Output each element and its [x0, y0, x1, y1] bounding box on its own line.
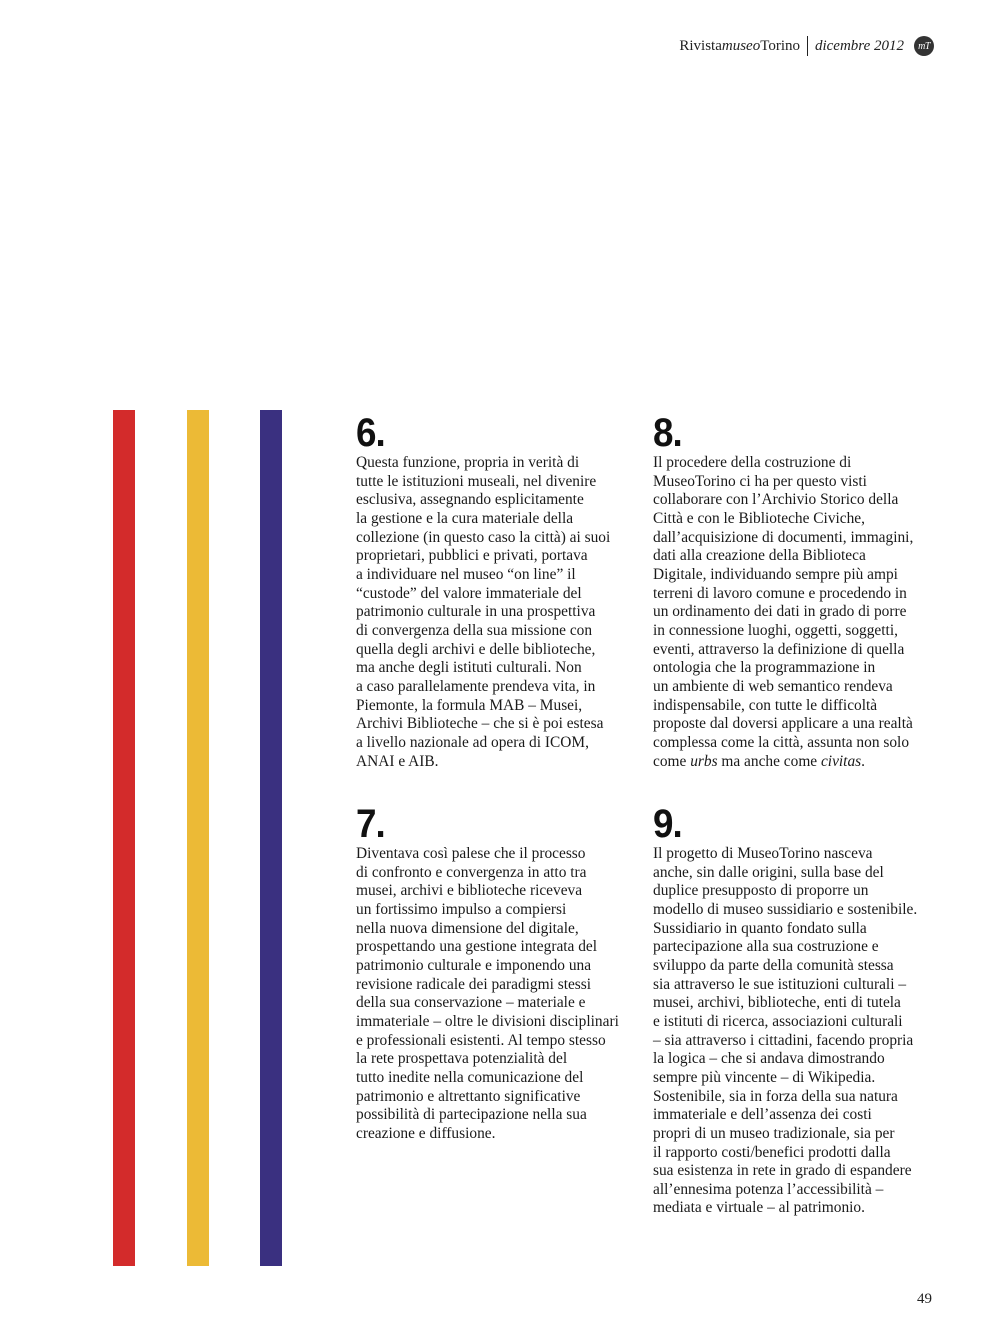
section-text: Il progetto di MuseoTorino nasceva anche, sin dalle origini, sulla base del duplice presupposto di proporre un modello di museo sussidiario e sostenibile. Sussidiario in quanto fondato sulla partecipazione alla sua costruzione e sviluppo da parte della comunità stessa sia attraverso le sue istituzioni culturali – musei, archivi, biblioteche, enti di tutela e istituti di ricerca, associazioni culturali – sia attraverso i cittadini, facendo propria la logica – che si andava dimostrando sempre più vincente – di Wikipedia. Sostenibile, sia in forza della sua natura immateriale e dell’assenza dei costi propri di un museo tradizionale, sia per il rapporto costi/benefici prodotti dalla sua esistenza in rete in grado di espandere all’ennesima potenza l’accessibilità – mediata e virtuale – al patrimonio. — [653, 845, 918, 1217]
page-number: 49 — [917, 1291, 932, 1307]
section-6 — [356, 411, 641, 771]
section-number: 6. — [356, 411, 385, 455]
running-header — [679, 36, 934, 56]
section-text — [653, 454, 938, 771]
section-text-civitas: civitas — [820, 752, 862, 770]
section-8 — [653, 411, 938, 771]
red-stripe — [113, 410, 135, 1266]
blue-stripe — [260, 410, 282, 1266]
yellow-stripe — [187, 410, 209, 1266]
section-text-end: . — [861, 752, 866, 770]
section-number: 8. — [653, 411, 682, 455]
section-text-urbs: urbs — [690, 752, 718, 770]
section-text: Questa funzione, propria in verità di tutte le istituzioni museali, nel divenire esclusiva, assegnando esplicitamente la gestione e la cura materiale della collezione (in questo caso la città) ai suoi proprietari, pubblici e privati, portava a individuare nel museo “on line” il “custode” del valore immateriale del patrimonio culturale in una prospettiva di convergenza della sua missione con quella degli archivi e delle biblioteche, ma anche degli istituti culturali. Non a caso parallelamente prendeva vita, in Piemonte, la formula MAB – Musei, Archivi Biblioteche – che si è poi estesa a livello nazionale ad opera di ICOM, ANAI e AIB. — [356, 454, 611, 770]
section-7 — [356, 802, 641, 1144]
section-text: Diventava così palese che il processo di confronto e convergenza in atto tra musei, archivi e biblioteche riceveva un fortissimo impulso a compiersi nella nuova dimensione del digitale, prospettando una gestione integrata del patrimonio culturale e imponendo una revisione radicale dei paradigmi stessi della sua conservazione – materiale e immateriale – oltre le divisioni disciplinari e professionali esistenti. Al tempo stesso la rete prospettava potenzialità del tutto inedite nella comunicazione del patrimonio e altrettanto significative possibilità di partecipazione nella sua creazione e diffusione. — [356, 845, 619, 1142]
header-magazine-prefix: Rivista — [679, 37, 722, 54]
header-magazine-torino: Torino — [760, 37, 800, 54]
header-issue-date: dicembre 2012 — [814, 37, 904, 54]
museotorino-logo-icon: mT — [914, 36, 934, 56]
section-number: 9. — [653, 802, 682, 846]
section-9 — [653, 802, 938, 1218]
header-separator — [807, 36, 808, 56]
section-number: 7. — [356, 802, 385, 846]
section-text-mid: ma anche come — [717, 752, 821, 770]
header-magazine-museo: museo — [721, 37, 761, 54]
section-text-main: Il procedere della costruzione di MuseoTorino ci ha per questo visti collaborare con l’Archivio Storico della Città e con le Biblioteche Civiche, dall’acquisizione di documenti, immagini, dati alla creazione della Biblioteca Digitale, individuando sempre più ampi terreni di lavoro comune e procedendo in un ordinamento dei dati in grado di porre in connessione luoghi, oggetti, soggetti, eventi, attraverso la definizione di quella ontologia che la programmazione in un ambiente di web semantico rendeva indispensabile, con tutte le difficoltà proposte dal doversi applicare a una realtà complessa come la città, assunta non solo come — [653, 454, 914, 770]
